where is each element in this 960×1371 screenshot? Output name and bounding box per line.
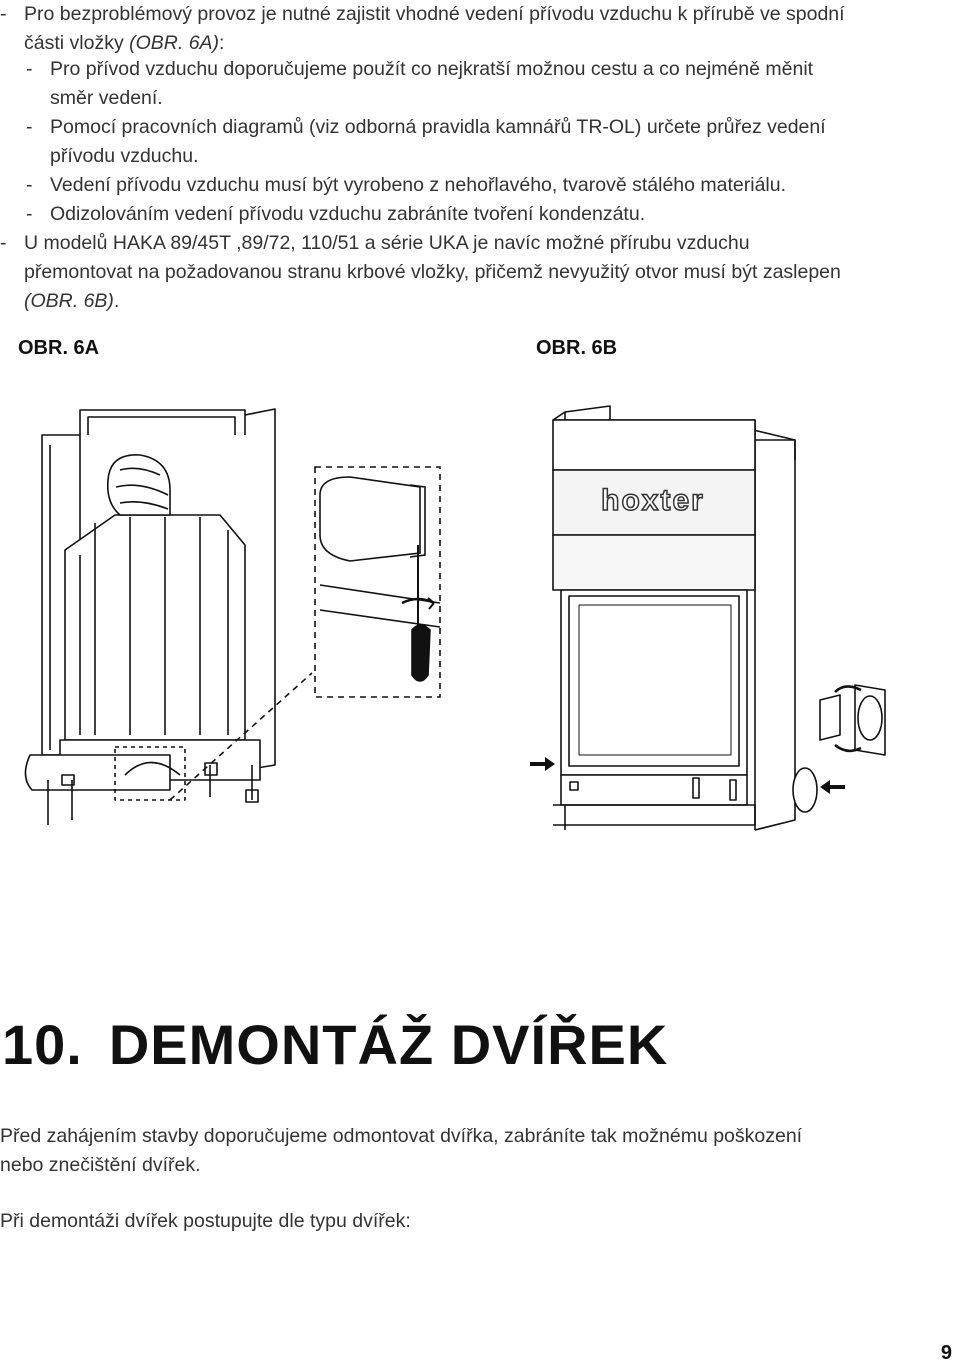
- section-number: 10.: [2, 1013, 83, 1076]
- page-number: 9: [940, 1342, 952, 1364]
- figure-6a-label: OBR. 6A: [18, 337, 100, 359]
- bullet-dash: -: [0, 232, 7, 254]
- figure-6b-label: OBR. 6B: [536, 337, 618, 359]
- bullet-text: (OBR. 6B).: [24, 290, 120, 312]
- bullet-text: části vložky (OBR. 6A):: [24, 32, 225, 54]
- bullet-text: Pro přívod vzduchu doporučujeme použít co nejkratší možnou cestu a co nejméně měnit: [50, 58, 814, 80]
- bullet-dash: -: [26, 58, 33, 80]
- bullet-text: přívodu vzduchu.: [50, 145, 199, 167]
- brand-logo: hoxter: [601, 484, 705, 517]
- bullet-text: Pomocí pracovních diagramů (viz odborná pravidla kamnářů TR-OL) určete průřez vedení: [50, 116, 826, 138]
- section-title: DEMONTÁŽ DVÍŘEK: [108, 1013, 669, 1076]
- bullet-text: směr vedení.: [50, 87, 163, 109]
- figure-6b-drawing: [525, 400, 895, 840]
- paragraph-line: Při demontáži dvířek postupujte dle typu dvířek:: [0, 1210, 411, 1232]
- bullet-text: U modelů HAKA 89/45T ,89/72, 110/51 a série UKA je navíc možné přírubu vzduchu: [24, 232, 750, 254]
- bullet-dash: -: [26, 174, 33, 196]
- bullet-dash: -: [26, 203, 33, 225]
- section-heading: [2, 1012, 668, 1077]
- bullet-dash: -: [26, 116, 33, 138]
- paragraph-line: Před zahájením stavby doporučujeme odmontovat dvířka, zabráníte tak možnému poškození: [0, 1125, 803, 1147]
- bullet-text: přemontovat na požadovanou stranu krbové vložky, přičemž nevyužitý otvor musí být zaslepen: [24, 261, 841, 283]
- bullet-text: Pro bezproblémový provoz je nutné zajistit vhodné vedení přívodu vzduchu k přírubě ve spodní: [24, 3, 845, 25]
- figure-6a-drawing: [20, 405, 450, 845]
- bullet-dash: -: [0, 3, 7, 25]
- bullet-text: Vedení přívodu vzduchu musí být vyrobeno z nehořlavého, tvarově stálého materiálu.: [50, 174, 787, 196]
- paragraph-line: nebo znečištění dvířek.: [0, 1154, 201, 1176]
- bullet-text: Odizolováním vedení přívodu vzduchu zabráníte tvoření kondenzátu.: [50, 203, 646, 225]
